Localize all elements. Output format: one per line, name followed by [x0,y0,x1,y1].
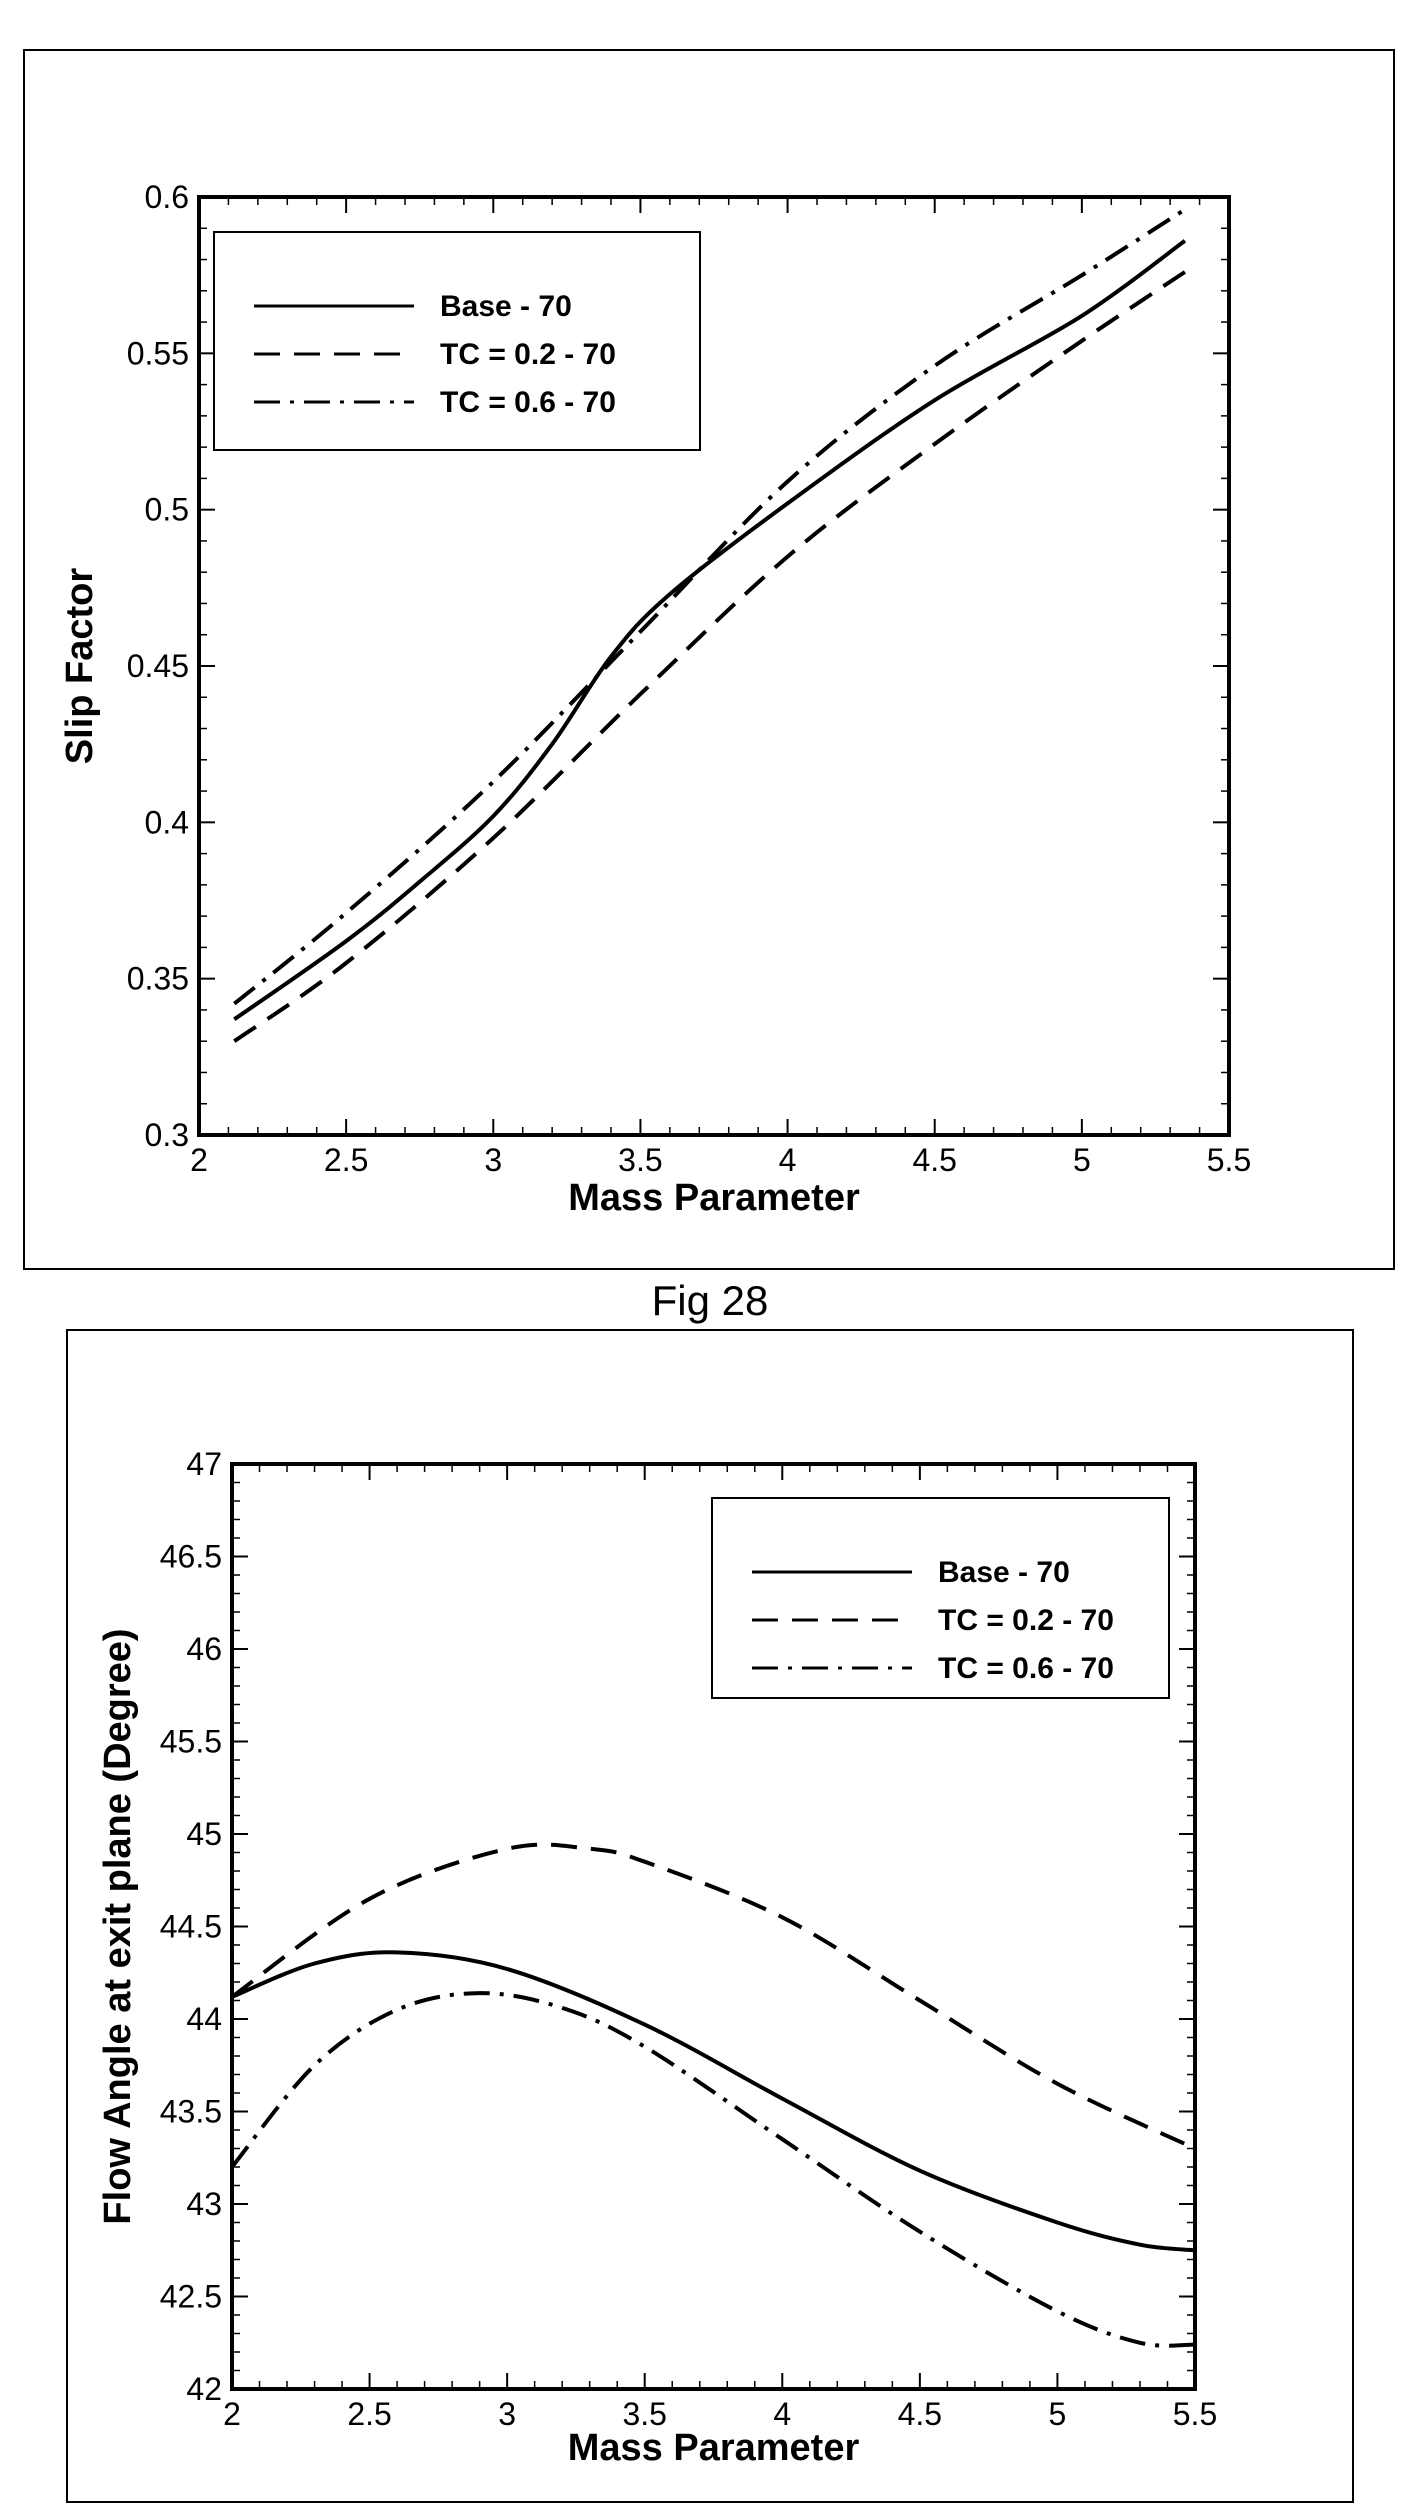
chart2-y-axis-title: Flow Angle at exit plane (Degree) [97,1628,139,2225]
chart1-x-tick-label: 2 [190,1142,208,1178]
chart1-x-tick-label: 4.5 [912,1142,957,1178]
chart-flow-angle [67,1330,1353,2502]
chart1-y-tick-label: 0.3 [144,1117,189,1153]
chart2-series-line-2 [232,1845,1195,2149]
chart1-y-tick-label: 0.35 [126,960,189,997]
chart2-x-tick-label: 2 [223,2396,241,2432]
chart1-x-tick-label: 5 [1072,1142,1091,1178]
chart2-x-tick-label: 4.5 [897,2396,943,2432]
chart1-y-axis-title: Slip Factor [59,567,101,765]
chart1-x-tick-label: 2.5 [323,1142,369,1178]
chart2-x-tick-label: 3.5 [622,2396,667,2432]
chart2-x-tick-label: 3 [498,2396,517,2432]
chart1-legend-label-1: Base - 70 [440,290,572,323]
chart2-y-tick-label: 43 [186,2186,222,2222]
chart1-x-tick-label: 5.5 [1206,1142,1252,1178]
chart2-x-tick-label: 5 [1048,2396,1067,2432]
chart1-x-tick-label: 3.5 [618,1142,663,1178]
chart1-y-tick-label: 0.45 [126,648,189,684]
chart2-x-tick-label: 4 [773,2396,792,2432]
chart1-legend-label-2: TC = 0.2 - 70 [440,338,616,371]
chart2-x-axis-title: Mass Parameter [567,2427,860,2469]
chart1-x-tick-label: 3 [484,1142,503,1178]
chart2-y-tick-label: 44 [186,2001,222,2037]
chart2-x-tick-label: 5.5 [1172,2396,1218,2432]
chart2-y-tick-label: 42.5 [159,2278,222,2315]
chart1-x-tick-label: 4 [778,1142,797,1178]
chart1-legend-label-3: TC = 0.6 - 70 [440,386,616,419]
chart2-legend-label-1: Base - 70 [938,1556,1070,1589]
chart1-y-tick-label: 0.4 [144,804,189,841]
chart2-series-line-3 [232,1993,1195,2346]
chart1-y-tick-label: 0.55 [126,335,189,372]
chart2-y-tick-label: 47 [186,1446,222,1482]
chart2-legend-label-2: TC = 0.2 - 70 [938,1604,1114,1637]
chart-slip-factor [24,50,1394,1269]
chart2-y-tick-label: 44.5 [159,1908,222,1945]
chart2-series-line-1 [232,1952,1195,2250]
chart2-legend-label-3: TC = 0.6 - 70 [938,1652,1114,1685]
chart2-y-tick-label: 46.5 [159,1538,222,1575]
chart2-y-tick-label: 43.5 [159,2093,222,2130]
chart2-y-tick-label: 45 [186,1816,222,1852]
chart2-y-tick-label: 42 [186,2371,222,2407]
figure-caption: Fig 28 [651,1277,769,1324]
chart2-y-tick-label: 45.5 [159,1723,222,1760]
chart2-y-tick-label: 46 [186,1631,222,1667]
chart1-y-tick-label: 0.6 [144,179,189,215]
chart2-x-tick-label: 2.5 [347,2396,392,2432]
chart1-y-tick-label: 0.5 [144,491,189,528]
chart1-x-axis-title: Mass Parameter [568,1177,860,1219]
